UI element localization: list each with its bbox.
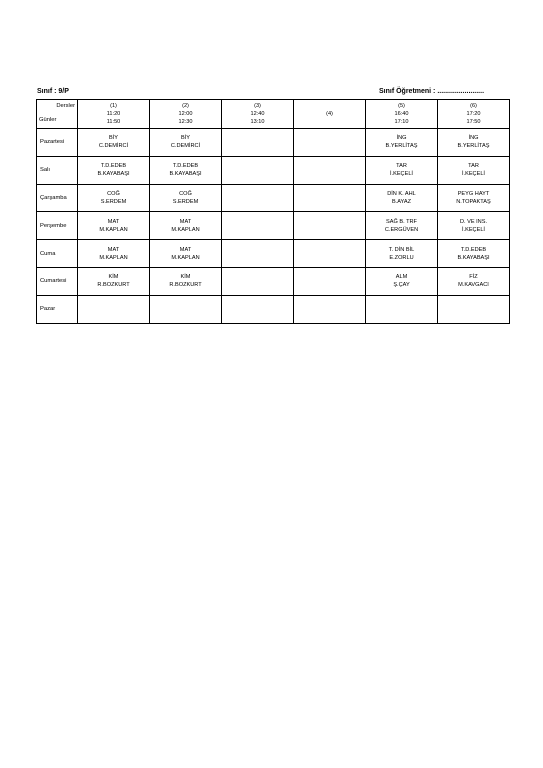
teacher-name: N.TOPAKTAŞ	[456, 198, 491, 205]
lesson-code: FİZ	[469, 274, 478, 281]
lesson-cell	[222, 240, 294, 268]
lesson-cell	[294, 267, 366, 295]
lesson-cell	[294, 184, 366, 212]
table-row	[37, 129, 510, 157]
lesson-code: TAR	[396, 163, 407, 170]
period-start: 12:00	[178, 111, 193, 117]
teacher-name: Ş.ÇAY	[393, 282, 410, 289]
corner-dersler: Dersler	[56, 103, 75, 109]
day-name: Salı	[37, 156, 78, 184]
teacher-name: B.YERLİTAŞ	[457, 143, 490, 150]
day-name: Cuma	[37, 240, 78, 268]
period-num: (4)	[326, 111, 333, 117]
teacher-name: İ.KEÇELİ	[461, 171, 485, 178]
teacher-name: C.ERGÜVEN	[384, 226, 419, 233]
teacher-name: R.BOZKURT	[169, 282, 202, 289]
day-name: Pazar	[37, 295, 78, 323]
teacher-name: S.ERDEM	[172, 198, 199, 205]
period-start: 16:40	[394, 111, 409, 117]
lesson-cell	[78, 240, 150, 268]
lesson-cell	[438, 156, 510, 184]
lesson-code: KİM	[180, 274, 191, 281]
lesson-cell	[294, 156, 366, 184]
period-header-6	[438, 100, 510, 129]
teacher-name: B.YERLİTAŞ	[385, 143, 418, 150]
teacher-name: B.AYAZ	[391, 198, 412, 205]
lesson-cell	[366, 212, 438, 240]
lesson-code: TAR	[468, 163, 479, 170]
lesson-code: MAT	[107, 218, 120, 225]
period-header-5	[366, 100, 438, 129]
period-start: 17:20	[466, 111, 481, 117]
lesson-cell	[294, 240, 366, 268]
lesson-cell	[222, 156, 294, 184]
lesson-cell	[150, 240, 222, 268]
table-row	[37, 240, 510, 268]
teacher-name: B.KAYABAŞI	[169, 171, 202, 178]
period-end: 13:10	[250, 119, 265, 125]
table-row	[37, 184, 510, 212]
lesson-cell	[78, 267, 150, 295]
class-teacher-label: Sınıf Öğretmeni : ........................	[379, 88, 485, 95]
period-end: 11:50	[106, 119, 121, 125]
lesson-code: COĞ	[179, 190, 192, 197]
teacher-name: M.KAPLAN	[171, 226, 200, 233]
lesson-cell	[366, 267, 438, 295]
teacher-name: C.DEMİRCİ	[170, 143, 201, 150]
table-row	[37, 212, 510, 240]
lesson-cell	[294, 295, 366, 323]
period-header-4	[294, 100, 366, 129]
period-header-1	[78, 100, 150, 129]
lesson-cell	[438, 295, 510, 323]
lesson-cell	[78, 295, 150, 323]
lesson-cell	[438, 184, 510, 212]
period-num: (6)	[470, 103, 477, 109]
day-name: Cumartesi	[37, 267, 78, 295]
timetable	[36, 99, 510, 324]
table-row	[37, 295, 510, 323]
corner-gunler: Günler	[39, 117, 57, 123]
lesson-cell	[366, 295, 438, 323]
lesson-code: T.D.EDEB	[100, 163, 127, 170]
lesson-cell	[222, 212, 294, 240]
period-start: 12:40	[250, 111, 265, 117]
teacher-name: M.KAPLAN	[171, 254, 200, 261]
lesson-code: T.D.EDEB	[172, 163, 199, 170]
lesson-code: PEYG HAYT	[457, 190, 490, 197]
teacher-name: R.BOZKURT	[97, 282, 130, 289]
lesson-cell	[366, 240, 438, 268]
table-row	[37, 267, 510, 295]
lesson-cell	[366, 129, 438, 157]
day-name: Perşembe	[37, 212, 78, 240]
lesson-cell	[222, 295, 294, 323]
lesson-cell	[150, 295, 222, 323]
period-num: (1)	[110, 103, 117, 109]
lesson-cell	[150, 156, 222, 184]
lesson-code: BİY	[108, 135, 119, 142]
lesson-cell	[222, 129, 294, 157]
lesson-cell	[222, 184, 294, 212]
lesson-cell	[438, 129, 510, 157]
lesson-code: İNG	[396, 135, 407, 142]
lesson-cell	[438, 267, 510, 295]
lesson-code: T.D.EDEB	[460, 246, 487, 253]
period-header-row	[37, 100, 510, 129]
teacher-name: İ.KEÇELİ	[461, 226, 485, 233]
period-start: 11:20	[106, 111, 121, 117]
lesson-cell	[294, 129, 366, 157]
teacher-name: İ.KEÇELİ	[389, 171, 413, 178]
teacher-name: M.KAPLAN	[99, 254, 128, 261]
lesson-cell	[150, 267, 222, 295]
period-num: (5)	[398, 103, 405, 109]
lesson-cell	[150, 184, 222, 212]
teacher-name: M.KAVGACI	[458, 282, 489, 289]
lesson-cell	[438, 240, 510, 268]
teacher-name: B.KAYABAŞI	[457, 254, 490, 261]
period-num: (2)	[182, 103, 189, 109]
period-header-2	[150, 100, 222, 129]
lesson-code: MAT	[107, 246, 120, 253]
teacher-name: M.KAPLAN	[99, 226, 128, 233]
corner-cell	[37, 100, 78, 129]
teacher-name: S.ERDEM	[100, 198, 127, 205]
lesson-cell	[438, 212, 510, 240]
day-name: Pazartesi	[37, 129, 78, 157]
lesson-code: BİY	[180, 135, 191, 142]
class-label: Sınıf : 9/P	[37, 88, 69, 95]
teacher-name: B.KAYABAŞI	[97, 171, 130, 178]
table-row	[37, 156, 510, 184]
period-num: (3)	[254, 103, 261, 109]
period-end: 12:30	[178, 119, 193, 125]
lesson-cell	[78, 212, 150, 240]
lesson-code: T. DİN BİL	[388, 246, 415, 253]
lesson-cell	[150, 129, 222, 157]
lesson-cell	[294, 212, 366, 240]
lesson-code: İNG	[468, 135, 479, 142]
teacher-name: C.DEMİRCİ	[98, 143, 129, 150]
day-name: Çarşamba	[37, 184, 78, 212]
period-header-3	[222, 100, 294, 129]
lesson-code: KİM	[108, 274, 119, 281]
lesson-code: MAT	[179, 246, 192, 253]
lesson-cell	[78, 129, 150, 157]
lesson-cell	[150, 212, 222, 240]
lesson-cell	[78, 156, 150, 184]
lesson-code: D. VE INS.	[459, 218, 488, 225]
lesson-code: MAT	[179, 218, 192, 225]
period-end: 17:10	[394, 119, 409, 125]
lesson-code: COĞ	[107, 190, 120, 197]
lesson-cell	[366, 156, 438, 184]
period-end: 17:50	[466, 119, 481, 125]
lesson-code: DİN K. AHL	[387, 190, 416, 197]
lesson-code: ALM	[395, 274, 408, 281]
teacher-name: E.ZORLU	[389, 254, 414, 261]
lesson-cell	[222, 267, 294, 295]
lesson-code: SAĞ B. TRF	[386, 218, 417, 225]
lesson-cell	[78, 184, 150, 212]
lesson-cell	[366, 184, 438, 212]
